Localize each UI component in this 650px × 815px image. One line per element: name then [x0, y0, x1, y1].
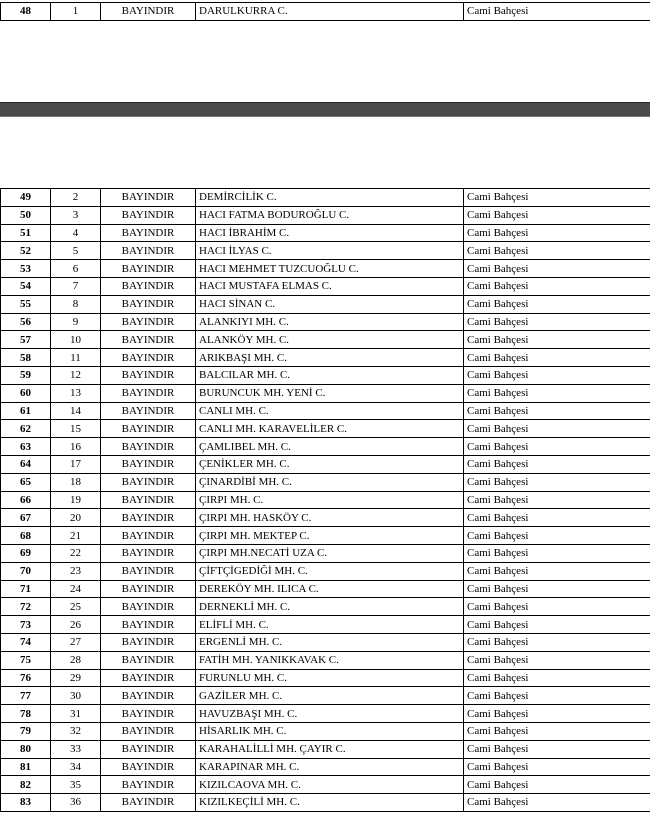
district-cell: BAYINDIR	[101, 580, 196, 598]
sequence-number-cell: 13	[51, 384, 101, 402]
sequence-number-cell: 32	[51, 722, 101, 740]
row-number-cell: 48	[1, 3, 51, 21]
area-cell: Cami Bahçesi	[464, 313, 650, 331]
table-row	[1, 544, 650, 562]
sequence-number-cell: 22	[51, 544, 101, 562]
district-cell: BAYINDIR	[101, 776, 196, 794]
district-cell: BAYINDIR	[101, 366, 196, 384]
row-number-cell: 73	[1, 616, 51, 634]
district-cell: BAYINDIR	[101, 189, 196, 207]
row-number-cell: 66	[1, 491, 51, 509]
sequence-number-cell: 31	[51, 705, 101, 723]
row-number-cell: 67	[1, 509, 51, 527]
sequence-number-cell: 34	[51, 758, 101, 776]
area-cell: Cami Bahçesi	[464, 206, 650, 224]
location-name-cell: ÇENİKLER MH. C.	[196, 455, 464, 473]
district-cell: BAYINDIR	[101, 527, 196, 545]
table-row	[1, 384, 650, 402]
table-row	[1, 562, 650, 580]
area-cell: Cami Bahçesi	[464, 473, 650, 491]
location-name-cell: ÇIRPI MH.NECATİ UZA C.	[196, 544, 464, 562]
sequence-number-cell: 19	[51, 491, 101, 509]
area-cell: Cami Bahçesi	[464, 384, 650, 402]
table-row	[1, 366, 650, 384]
location-name-cell: HACI MEHMET TUZCUOĞLU C.	[196, 260, 464, 278]
sequence-number-cell: 36	[51, 794, 101, 812]
location-name-cell: KIZILKEÇİLİ MH. C.	[196, 794, 464, 812]
table-row	[1, 420, 650, 438]
row-number-cell: 55	[1, 295, 51, 313]
location-name-cell: BALCILAR MH. C.	[196, 366, 464, 384]
district-cell: BAYINDIR	[101, 260, 196, 278]
district-cell: BAYINDIR	[101, 651, 196, 669]
area-cell: Cami Bahçesi	[464, 224, 650, 242]
sequence-number-cell: 11	[51, 349, 101, 367]
table-row	[1, 669, 650, 687]
main-table-body	[1, 189, 650, 812]
table-row	[1, 794, 650, 812]
sequence-number-cell: 12	[51, 366, 101, 384]
area-cell: Cami Bahçesi	[464, 651, 650, 669]
location-name-cell: ELİFLİ MH. C.	[196, 616, 464, 634]
area-cell: Cami Bahçesi	[464, 562, 650, 580]
sequence-number-cell: 29	[51, 669, 101, 687]
area-cell: Cami Bahçesi	[464, 722, 650, 740]
row-number-cell: 49	[1, 189, 51, 207]
district-cell: BAYINDIR	[101, 705, 196, 723]
row-number-cell: 63	[1, 438, 51, 456]
district-cell: BAYINDIR	[101, 402, 196, 420]
table-row	[1, 260, 650, 278]
area-cell: Cami Bahçesi	[464, 455, 650, 473]
table-row	[1, 651, 650, 669]
row-number-cell: 77	[1, 687, 51, 705]
district-cell: BAYINDIR	[101, 438, 196, 456]
area-cell: Cami Bahçesi	[464, 189, 650, 207]
district-cell: BAYINDIR	[101, 509, 196, 527]
table-row	[1, 598, 650, 616]
location-name-cell: ARIKBAŞI MH. C.	[196, 349, 464, 367]
table-row	[1, 331, 650, 349]
table-row	[1, 455, 650, 473]
district-cell: BAYINDIR	[101, 242, 196, 260]
district-cell: BAYINDIR	[101, 544, 196, 562]
table-row	[1, 438, 650, 456]
area-cell: Cami Bahçesi	[464, 705, 650, 723]
district-cell: BAYINDIR	[101, 633, 196, 651]
row-number-cell: 58	[1, 349, 51, 367]
row-number-cell: 82	[1, 776, 51, 794]
area-cell: Cami Bahçesi	[464, 277, 650, 295]
area-cell: Cami Bahçesi	[464, 758, 650, 776]
sequence-number-cell: 17	[51, 455, 101, 473]
row-number-cell: 75	[1, 651, 51, 669]
sequence-number-cell: 23	[51, 562, 101, 580]
sequence-number-cell: 24	[51, 580, 101, 598]
location-name-cell: ÇIRPI MH. HASKÖY C.	[196, 509, 464, 527]
table-row	[1, 295, 650, 313]
area-cell: Cami Bahçesi	[464, 544, 650, 562]
location-name-cell: DEMİRCİLİK C.	[196, 189, 464, 207]
location-name-cell: HİSARLIK MH. C.	[196, 722, 464, 740]
district-cell: BAYINDIR	[101, 794, 196, 812]
area-cell: Cami Bahçesi	[464, 740, 650, 758]
sequence-number-cell: 4	[51, 224, 101, 242]
table-row	[1, 206, 650, 224]
district-cell: BAYINDIR	[101, 669, 196, 687]
sequence-number-cell: 30	[51, 687, 101, 705]
area-cell: Cami Bahçesi	[464, 242, 650, 260]
table-row	[1, 224, 650, 242]
location-name-cell: KARAPINAR MH. C.	[196, 758, 464, 776]
sequence-number-cell: 9	[51, 313, 101, 331]
location-name-cell: ÇİFTÇİGEDİĞİ MH. C.	[196, 562, 464, 580]
row-number-cell: 78	[1, 705, 51, 723]
row-number-cell: 79	[1, 722, 51, 740]
district-cell: BAYINDIR	[101, 313, 196, 331]
location-name-cell: ERGENLİ MH. C.	[196, 633, 464, 651]
area-cell: Cami Bahçesi	[464, 366, 650, 384]
area-cell: Cami Bahçesi	[464, 349, 650, 367]
table-row	[1, 633, 650, 651]
location-name-cell: DARULKURRA C.	[196, 3, 464, 21]
location-name-cell: KARAHALİLLİ MH. ÇAYIR C.	[196, 740, 464, 758]
page-break-bar	[0, 102, 650, 117]
row-number-cell: 60	[1, 384, 51, 402]
area-cell: Cami Bahçesi	[464, 491, 650, 509]
table-row	[1, 189, 650, 207]
area-cell: Cami Bahçesi	[464, 3, 650, 21]
row-number-cell: 65	[1, 473, 51, 491]
row-number-cell: 74	[1, 633, 51, 651]
location-name-cell: GAZİLER MH. C.	[196, 687, 464, 705]
district-cell: BAYINDIR	[101, 455, 196, 473]
sequence-number-cell: 3	[51, 206, 101, 224]
location-name-cell: CANLI MH. C.	[196, 402, 464, 420]
sequence-number-cell: 16	[51, 438, 101, 456]
table-row	[1, 402, 650, 420]
sequence-number-cell: 2	[51, 189, 101, 207]
row-number-cell: 64	[1, 455, 51, 473]
main-table	[0, 188, 650, 812]
district-cell: BAYINDIR	[101, 206, 196, 224]
location-name-cell: DERNEKLİ MH. C.	[196, 598, 464, 616]
location-name-cell: ÇAMLIBEL MH. C.	[196, 438, 464, 456]
row-number-cell: 54	[1, 277, 51, 295]
location-name-cell: CANLI MH. KARAVELİLER C.	[196, 420, 464, 438]
sequence-number-cell: 20	[51, 509, 101, 527]
sequence-number-cell: 5	[51, 242, 101, 260]
table-row	[1, 313, 650, 331]
location-name-cell: FATİH MH. YANIKKAVAK C.	[196, 651, 464, 669]
district-cell: BAYINDIR	[101, 562, 196, 580]
row-number-cell: 70	[1, 562, 51, 580]
location-name-cell: HACI SİNAN C.	[196, 295, 464, 313]
area-cell: Cami Bahçesi	[464, 776, 650, 794]
sequence-number-cell: 10	[51, 331, 101, 349]
row-number-cell: 71	[1, 580, 51, 598]
district-cell: BAYINDIR	[101, 384, 196, 402]
location-name-cell: BURUNCUK MH. YENİ C.	[196, 384, 464, 402]
district-cell: BAYINDIR	[101, 598, 196, 616]
row-number-cell: 81	[1, 758, 51, 776]
district-cell: BAYINDIR	[101, 491, 196, 509]
sequence-number-cell: 14	[51, 402, 101, 420]
sequence-number-cell: 1	[51, 3, 101, 21]
location-name-cell: HACI İLYAS C.	[196, 242, 464, 260]
table-row	[1, 616, 650, 634]
sequence-number-cell: 26	[51, 616, 101, 634]
row-number-cell: 57	[1, 331, 51, 349]
area-cell: Cami Bahçesi	[464, 331, 650, 349]
row-number-cell: 68	[1, 527, 51, 545]
location-name-cell: ÇINARDİBİ MH. C.	[196, 473, 464, 491]
table-row	[1, 527, 650, 545]
location-name-cell: FURUNLU MH. C.	[196, 669, 464, 687]
table-row	[1, 758, 650, 776]
location-name-cell: ALANKÖY MH. C.	[196, 331, 464, 349]
area-cell: Cami Bahçesi	[464, 509, 650, 527]
district-cell: BAYINDIR	[101, 295, 196, 313]
sequence-number-cell: 21	[51, 527, 101, 545]
sequence-number-cell: 27	[51, 633, 101, 651]
area-cell: Cami Bahçesi	[464, 687, 650, 705]
row-number-cell: 83	[1, 794, 51, 812]
table-row	[1, 277, 650, 295]
area-cell: Cami Bahçesi	[464, 633, 650, 651]
district-cell: BAYINDIR	[101, 3, 196, 21]
area-cell: Cami Bahçesi	[464, 295, 650, 313]
sequence-number-cell: 6	[51, 260, 101, 278]
table-row	[1, 580, 650, 598]
location-name-cell: HACI MUSTAFA ELMAS C.	[196, 277, 464, 295]
area-cell: Cami Bahçesi	[464, 438, 650, 456]
area-cell: Cami Bahçesi	[464, 616, 650, 634]
location-name-cell: HACI FATMA BODUROĞLU C.	[196, 206, 464, 224]
sequence-number-cell: 35	[51, 776, 101, 794]
row-number-cell: 52	[1, 242, 51, 260]
location-name-cell: ALANKIYI MH. C.	[196, 313, 464, 331]
sequence-number-cell: 28	[51, 651, 101, 669]
table-row	[1, 242, 650, 260]
sequence-number-cell: 33	[51, 740, 101, 758]
district-cell: BAYINDIR	[101, 331, 196, 349]
table-row	[1, 776, 650, 794]
area-cell: Cami Bahçesi	[464, 598, 650, 616]
sequence-number-cell: 18	[51, 473, 101, 491]
district-cell: BAYINDIR	[101, 687, 196, 705]
district-cell: BAYINDIR	[101, 277, 196, 295]
table-row	[1, 491, 650, 509]
district-cell: BAYINDIR	[101, 616, 196, 634]
district-cell: BAYINDIR	[101, 473, 196, 491]
area-cell: Cami Bahçesi	[464, 580, 650, 598]
row-number-cell: 80	[1, 740, 51, 758]
area-cell: Cami Bahçesi	[464, 260, 650, 278]
row-number-cell: 53	[1, 260, 51, 278]
table-row	[1, 3, 650, 21]
location-name-cell: HAVUZBAŞI MH. C.	[196, 705, 464, 723]
location-name-cell: KIZILCAOVA MH. C.	[196, 776, 464, 794]
area-cell: Cami Bahçesi	[464, 794, 650, 812]
top-table	[0, 2, 650, 21]
district-cell: BAYINDIR	[101, 722, 196, 740]
table-row	[1, 473, 650, 491]
table-row	[1, 722, 650, 740]
district-cell: BAYINDIR	[101, 420, 196, 438]
row-number-cell: 72	[1, 598, 51, 616]
sequence-number-cell: 15	[51, 420, 101, 438]
sequence-number-cell: 8	[51, 295, 101, 313]
district-cell: BAYINDIR	[101, 740, 196, 758]
district-cell: BAYINDIR	[101, 349, 196, 367]
row-number-cell: 69	[1, 544, 51, 562]
row-number-cell: 50	[1, 206, 51, 224]
area-cell: Cami Bahçesi	[464, 527, 650, 545]
location-name-cell: ÇIRPI MH. C.	[196, 491, 464, 509]
table-row	[1, 705, 650, 723]
district-cell: BAYINDIR	[101, 224, 196, 242]
table-row	[1, 687, 650, 705]
location-name-cell: DEREKÖY MH. ILICA C.	[196, 580, 464, 598]
top-table-body	[1, 3, 650, 21]
row-number-cell: 62	[1, 420, 51, 438]
row-number-cell: 56	[1, 313, 51, 331]
row-number-cell: 61	[1, 402, 51, 420]
area-cell: Cami Bahçesi	[464, 402, 650, 420]
table-row	[1, 509, 650, 527]
sequence-number-cell: 7	[51, 277, 101, 295]
row-number-cell: 59	[1, 366, 51, 384]
table-row	[1, 740, 650, 758]
location-name-cell: ÇIRPI MH. MEKTEP C.	[196, 527, 464, 545]
table-row	[1, 349, 650, 367]
location-name-cell: HACI İBRAHİM C.	[196, 224, 464, 242]
sequence-number-cell: 25	[51, 598, 101, 616]
area-cell: Cami Bahçesi	[464, 669, 650, 687]
row-number-cell: 51	[1, 224, 51, 242]
district-cell: BAYINDIR	[101, 758, 196, 776]
row-number-cell: 76	[1, 669, 51, 687]
area-cell: Cami Bahçesi	[464, 420, 650, 438]
